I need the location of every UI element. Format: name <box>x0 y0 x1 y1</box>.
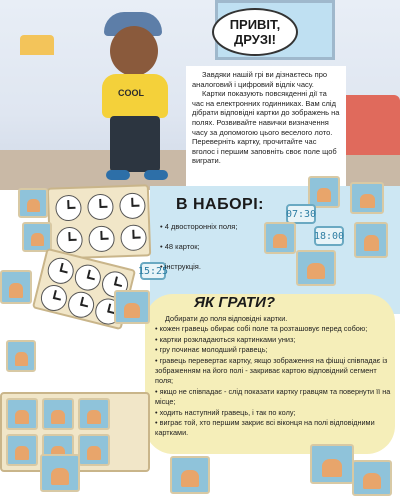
picture-card <box>40 454 80 492</box>
head-illustration <box>110 26 158 76</box>
picture-card <box>170 456 210 494</box>
set-item: • 4 двосторонніх поля; <box>160 222 238 231</box>
bubble-text: ПРИВІТ, ДРУЗІ! <box>229 17 281 47</box>
picture-card <box>114 290 150 324</box>
clock-icon <box>88 225 115 252</box>
right-shoe <box>144 170 168 180</box>
clock-board <box>47 184 151 260</box>
lamp-illustration <box>20 35 54 55</box>
digital-clock-card: 15:25 <box>140 262 166 280</box>
clock-icon <box>55 195 82 222</box>
picture-card <box>6 434 38 466</box>
picture-card <box>0 270 32 304</box>
intro-paragraph-1: Завдяки нашій грі ви дізнаєтесь про аналоговий і цифровий відлік часу. <box>192 70 328 89</box>
shirt-text: COOL <box>118 88 144 98</box>
clock-icon <box>72 262 104 294</box>
picture-card <box>310 444 354 484</box>
clock-icon <box>45 255 77 287</box>
rules-list <box>155 314 391 439</box>
set-list <box>160 222 260 282</box>
rules-lead: Добирати до поля відповідні картки. <box>165 314 288 323</box>
rules-title: ЯК ГРАТИ? <box>194 294 276 311</box>
set-item: • інструкція. <box>160 262 201 271</box>
rule-item: • кожен гравець обирає собі поле та розташовує перед собою; <box>155 324 368 334</box>
clock-icon <box>56 227 83 254</box>
rule-item: • картки розкладаються картинками униз; <box>155 334 296 344</box>
picture-card <box>6 398 38 430</box>
picture-card <box>78 398 110 430</box>
rule-item: • гру починає молодший гравець; <box>155 345 268 355</box>
picture-card <box>354 222 388 258</box>
clock-icon <box>120 224 147 251</box>
set-title: В НАБОРІ: <box>176 196 264 213</box>
clock-icon <box>65 289 97 321</box>
rule-item: • якщо не співпадає - слід показати картку гравцям та повернути її на місце; <box>155 386 391 407</box>
rule-item: • ходить наступний гравець, і так по колу; <box>155 407 296 417</box>
picture-card <box>78 434 110 466</box>
left-shoe <box>106 170 130 180</box>
picture-card <box>352 460 392 496</box>
digital-clock-card: 07:30 <box>286 204 316 224</box>
rule-item: • виграє той, хто першим закриє всі віконця на полі відповідними картками. <box>155 418 375 438</box>
set-item: • 48 карток; <box>160 242 200 251</box>
intro-text <box>186 66 346 186</box>
picture-card <box>42 398 74 430</box>
picture-card <box>6 340 36 372</box>
picture-card <box>22 222 52 252</box>
pants-illustration <box>110 116 160 172</box>
digital-clock-card: 18:00 <box>314 226 344 246</box>
picture-card <box>264 222 296 254</box>
rule-item: • гравець перевертає картку, якщо зображення на фішці співпадає із зображенням на його полі - закриває картою відповідний сегмент поля; <box>155 355 388 386</box>
boy-character <box>80 8 190 188</box>
clock-icon <box>38 282 70 314</box>
picture-card <box>350 182 384 214</box>
picture-card <box>296 250 336 286</box>
intro-paragraph-2: Картки показують повсякденні дії та час на електронних годинниках. Вам слід дібрати відповідні картки до зображень на полях. Розвивайте навички визначення часу за допомогою цього веселого лото. Переверніть картку, прочитайте час вголос і першим заповніть своє поле щоб виграти. <box>192 89 340 166</box>
clock-icon <box>119 192 146 219</box>
speech-bubble <box>212 8 298 56</box>
picture-card <box>18 188 48 218</box>
clock-icon <box>87 193 114 220</box>
